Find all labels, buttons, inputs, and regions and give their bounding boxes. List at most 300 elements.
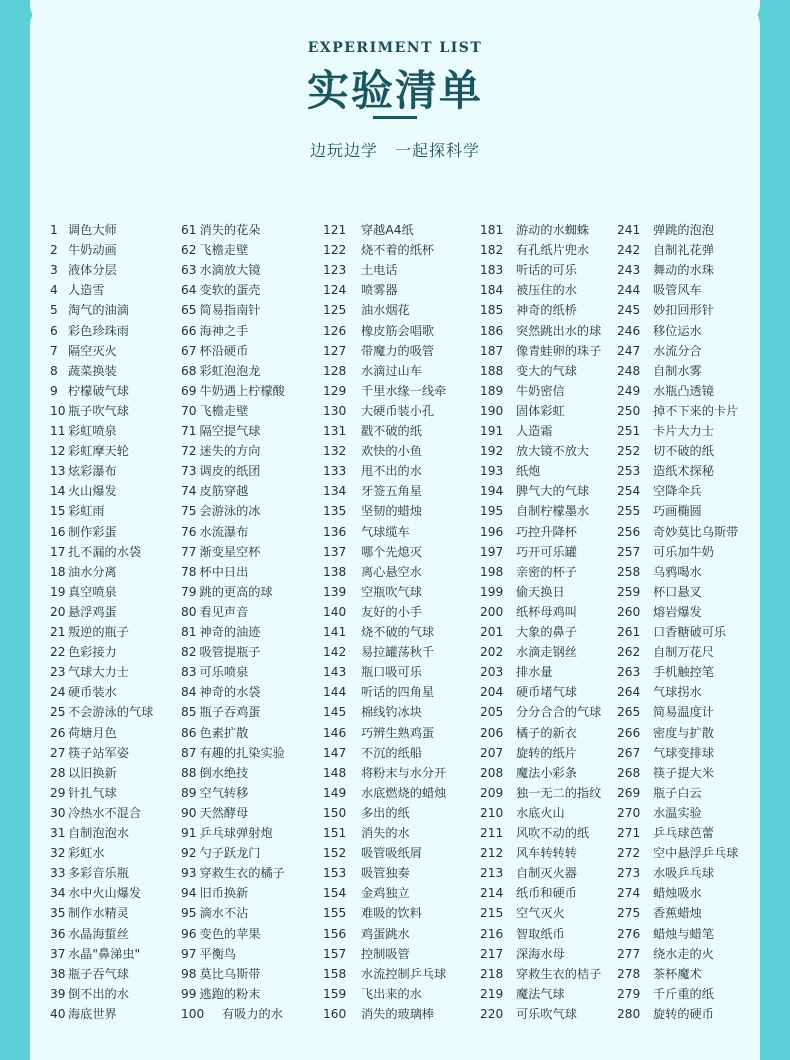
experiment-item (50, 522, 117, 542)
experiment-number: 20 (50, 604, 66, 619)
experiment-label: 奇妙莫比乌斯带 (653, 524, 739, 539)
experiment-number: 153 (323, 866, 347, 881)
experiment-label: 分分合合的气球 (516, 705, 602, 720)
experiment-label: 倒水绝技 (199, 765, 249, 780)
experiment-label: 橡皮筋会唱歌 (361, 323, 435, 338)
experiment-item (181, 522, 248, 542)
experiment-item (480, 883, 577, 903)
experiment-label: 简易温度计 (653, 705, 714, 720)
experiment-number: 24 (50, 685, 66, 700)
experiment-label: 不会游泳的气球 (68, 705, 154, 720)
experiment-label: 纸炮 (516, 464, 541, 479)
experiment-label: 海神之手 (199, 323, 249, 338)
experiment-label: 魔法小彩条 (516, 765, 577, 780)
experiment-item (50, 903, 129, 923)
experiment-number: 214 (480, 886, 504, 901)
experiment-number: 129 (323, 383, 347, 398)
experiment-label: 气球大力士 (68, 665, 129, 680)
experiment-label: 可乐吹气球 (516, 1006, 577, 1021)
experiment-number: 183 (480, 263, 504, 278)
experiment-item (181, 341, 248, 361)
experiment-item (181, 421, 260, 441)
experiment-label: 金鸡独立 (361, 886, 410, 901)
experiment-label: 不沉的纸船 (361, 745, 422, 760)
experiment-item (50, 723, 117, 743)
experiment-number: 66 (181, 323, 197, 338)
experiment-item (323, 341, 434, 361)
experiment-number: 29 (50, 785, 66, 800)
experiment-number: 186 (480, 323, 504, 338)
experiment-number: 126 (323, 323, 347, 338)
experiment-number: 150 (323, 805, 347, 820)
experiment-item (617, 944, 714, 964)
experiment-number: 192 (480, 444, 504, 459)
experiment-label: 消失的水 (361, 826, 410, 840)
experiment-number: 38 (50, 966, 66, 981)
experiment-label: 人造霜 (516, 424, 553, 438)
experiment-number: 144 (323, 685, 347, 700)
experiment-number: 84 (181, 685, 197, 700)
experiment-label: 自制柠檬墨水 (516, 504, 590, 519)
experiment-item (480, 321, 601, 341)
experiment-label: 会游泳的冰 (199, 504, 261, 519)
experiment-item (181, 461, 260, 481)
experiment-item (323, 682, 434, 702)
experiment-number: 197 (480, 544, 504, 559)
experiment-label: 神奇的纸桥 (516, 303, 577, 318)
experiment-number: 267 (617, 745, 641, 760)
experiment-item (480, 280, 577, 300)
experiment-label: 控制吸管 (361, 946, 410, 961)
experiment-label: 瓶子吞鸡蛋 (199, 705, 261, 720)
experiment-number: 156 (323, 926, 347, 941)
experiment-number: 279 (617, 986, 641, 1001)
experiment-label: 莫比乌斯带 (199, 966, 261, 981)
experiment-label: 吸管风车 (653, 283, 702, 298)
experiment-number: 128 (323, 363, 347, 378)
experiment-item (617, 522, 738, 542)
experiment-label: 将粉末与水分开 (361, 765, 447, 780)
experiment-number: 190 (480, 403, 504, 418)
experiment-number: 194 (480, 484, 504, 499)
experiment-label: 听话的可乐 (516, 263, 577, 278)
experiment-item (50, 803, 141, 823)
experiment-item (181, 682, 260, 702)
experiment-label: 彩虹雨 (68, 504, 105, 519)
experiment-label: 有吸力的水 (222, 1006, 283, 1021)
experiment-item (617, 361, 702, 381)
experiment-number: 262 (617, 645, 641, 660)
experiment-number: 145 (323, 705, 347, 720)
experiment-columns (0, 220, 790, 1024)
experiment-number: 132 (323, 444, 347, 459)
experiment-number: 69 (181, 383, 197, 398)
experiment-item (323, 300, 410, 320)
experiment-number: 265 (617, 705, 641, 720)
experiment-label: 扎不漏的水袋 (68, 544, 142, 559)
experiment-label: 跳的更高的球 (199, 584, 273, 599)
experiment-label: 淘气的油滴 (68, 303, 129, 318)
experiment-number: 26 (50, 725, 66, 740)
experiment-item (480, 944, 565, 964)
experiment-number: 263 (617, 665, 641, 680)
experiment-number: 80 (181, 604, 197, 619)
experiment-item (323, 562, 422, 582)
experiment-label: 蔬菜换装 (68, 363, 117, 378)
experiment-item (480, 924, 565, 944)
experiment-item (617, 723, 714, 743)
experiment-number: 268 (617, 765, 641, 780)
experiment-number: 211 (480, 826, 504, 840)
experiment-item (50, 461, 117, 481)
experiment-number: 146 (323, 725, 347, 740)
experiment-label: 茶杯魔术 (653, 966, 702, 981)
experiment-item (50, 944, 140, 964)
experiment-label: 巧控升降杯 (516, 524, 577, 539)
experiment-item (50, 501, 105, 521)
experiment-item (50, 582, 117, 602)
experiment-number: 1 (50, 223, 58, 237)
experiment-item (617, 803, 702, 823)
experiment-item (323, 883, 410, 903)
experiment-item (323, 743, 422, 763)
experiment-label: 水滴过山车 (361, 363, 422, 378)
experiment-number: 196 (480, 524, 504, 539)
experiment-number: 280 (617, 1006, 641, 1021)
experiment-label: 隔空灭火 (68, 343, 117, 358)
experiment-item (617, 843, 738, 863)
experiment-item (50, 602, 117, 622)
experiment-label: 彩虹泡泡龙 (199, 363, 261, 378)
experiment-label: 多出的纸 (361, 805, 410, 820)
experiment-number: 160 (323, 1006, 347, 1021)
experiment-item (480, 1004, 577, 1024)
experiment-number: 241 (617, 223, 641, 237)
experiment-number: 15 (50, 504, 66, 519)
experiment-item (323, 1004, 434, 1024)
experiment-label: 海底世界 (68, 1006, 117, 1021)
experiment-item (480, 662, 553, 682)
experiment-item (181, 280, 260, 300)
experiment-item (181, 702, 260, 722)
experiment-item (323, 582, 422, 602)
tagline: 边玩边学 一起探科学 (309, 141, 480, 160)
experiment-label: 水流瀑布 (199, 524, 249, 539)
experiment-number: 127 (323, 343, 347, 358)
page-title: 实验清单 (306, 66, 483, 115)
experiment-item (323, 763, 446, 783)
experiment-label: 烧不着的纸杯 (361, 243, 435, 258)
experiment-item (181, 1004, 283, 1024)
experiment-number: 191 (480, 424, 504, 438)
experiment-number: 99 (181, 986, 197, 1001)
experiment-item (617, 260, 714, 280)
experiment-label: 平衡鸟 (199, 946, 237, 961)
experiment-label: 逃跑的粉末 (199, 986, 261, 1001)
experiment-label: 旋转的硬币 (653, 1006, 714, 1021)
experiment-item (181, 843, 260, 863)
experiment-label: 千里水缘一线牵 (361, 383, 447, 398)
experiment-item (617, 924, 714, 944)
experiment-item (480, 642, 577, 662)
experiment-item (323, 622, 434, 642)
experiment-label: 空中悬浮乒乓球 (653, 846, 739, 861)
experiment-number: 198 (480, 564, 504, 579)
experiment-number: 92 (181, 846, 197, 861)
experiment-number: 98 (181, 966, 197, 981)
experiment-item (50, 763, 117, 783)
experiment-number: 85 (181, 705, 197, 720)
experiment-item (323, 903, 422, 923)
experiment-number: 123 (323, 263, 347, 278)
experiment-label: 水底燃烧的蜡烛 (361, 785, 447, 800)
experiment-number: 200 (480, 604, 504, 619)
experiment-label: 卡片大力士 (653, 424, 714, 438)
experiment-item (480, 783, 601, 803)
experiment-item (617, 622, 726, 642)
experiment-label: 空气灭火 (516, 906, 565, 921)
experiment-item (480, 682, 577, 702)
experiment-number: 17 (50, 544, 66, 559)
experiment-item (480, 220, 589, 240)
experiment-label: 排水量 (516, 665, 553, 680)
experiment-item (181, 300, 260, 320)
experiment-number: 252 (617, 444, 641, 459)
experiment-number: 257 (617, 544, 641, 559)
experiment-label: 鸡蛋跳水 (361, 926, 410, 941)
experiment-item (617, 602, 702, 622)
experiment-label: 土电话 (361, 263, 398, 278)
experiment-item (480, 381, 565, 401)
experiment-label: 筷子站军姿 (68, 745, 129, 760)
experiment-number: 28 (50, 765, 66, 780)
experiment-item (323, 863, 410, 883)
experiment-item (617, 240, 714, 260)
experiment-label: 旧币换新 (199, 886, 249, 901)
experiment-label: 水温实验 (653, 805, 702, 820)
experiment-label: 水流控制乒乓球 (361, 966, 447, 981)
experiment-number: 16 (50, 524, 66, 539)
experiment-label: 千斤重的纸 (653, 986, 714, 1001)
experiment-number: 195 (480, 504, 504, 519)
experiment-number: 2 (50, 243, 58, 258)
experiment-label: 空降伞兵 (653, 484, 702, 499)
experiment-label: 穿越A4纸 (361, 223, 414, 237)
experiment-label: 风吹不动的纸 (516, 826, 590, 840)
experiment-number: 23 (50, 665, 66, 680)
experiment-label: 牙签五角星 (361, 484, 422, 499)
experiment-item (181, 501, 260, 521)
experiment-label: 制作彩蛋 (68, 524, 117, 539)
experiment-number: 213 (480, 866, 504, 881)
experiment-number: 8 (50, 363, 58, 378)
experiment-item (617, 481, 702, 501)
experiment-number: 270 (617, 805, 641, 820)
experiment-label: 密度与扩散 (653, 725, 714, 740)
experiment-label: 飞檐走壁 (199, 243, 249, 258)
experiment-label: 绕水走的火 (653, 946, 714, 961)
experiment-number: 139 (323, 584, 347, 599)
experiment-item (181, 562, 248, 582)
experiment-label: 荷塘月色 (68, 725, 117, 740)
experiment-number: 243 (617, 263, 641, 278)
experiment-number: 40 (50, 1006, 66, 1021)
experiment-item (480, 562, 577, 582)
experiment-item (50, 863, 129, 883)
experiment-item (323, 843, 422, 863)
experiment-item (617, 381, 714, 401)
experiment-item (181, 823, 273, 843)
experiment-number: 121 (323, 223, 347, 237)
experiment-number: 148 (323, 765, 347, 780)
experiment-item (617, 300, 714, 320)
experiment-label: 带魔力的吸管 (361, 343, 435, 358)
experiment-item (480, 743, 577, 763)
experiment-item (181, 361, 260, 381)
experiment-number: 155 (323, 906, 347, 921)
experiment-number: 81 (181, 625, 197, 639)
experiment-item (50, 421, 117, 441)
experiment-label: 喷雾器 (361, 283, 398, 298)
experiment-item (323, 542, 422, 562)
experiment-label: 手机触控笔 (653, 665, 714, 680)
experiment-number: 96 (181, 926, 197, 941)
experiment-item (323, 260, 398, 280)
experiment-label: 水滴放大镜 (199, 263, 261, 278)
experiment-item (617, 662, 714, 682)
experiment-item (480, 702, 601, 722)
experiment-number: 250 (617, 403, 641, 418)
experiment-item (50, 662, 129, 682)
experiment-number: 203 (480, 665, 504, 680)
experiment-number: 37 (50, 946, 66, 961)
experiment-number: 89 (181, 785, 197, 800)
experiment-number: 255 (617, 504, 641, 519)
experiment-label: 大硬币装小孔 (361, 403, 435, 418)
experiment-label: 自制礼花弹 (653, 243, 714, 258)
experiment-number: 94 (181, 886, 197, 901)
experiment-label: 迷失的方向 (199, 444, 261, 459)
experiment-label: 蜡烛吸水 (653, 886, 702, 901)
experiment-number: 14 (50, 484, 66, 499)
experiment-item (50, 843, 105, 863)
experiment-item (617, 984, 714, 1004)
experiment-number: 207 (480, 745, 504, 760)
experiment-label: 橘子的新衣 (516, 725, 577, 740)
experiment-item (50, 361, 117, 381)
experiment-number: 122 (323, 243, 347, 258)
experiment-item (181, 783, 248, 803)
experiment-number: 217 (480, 946, 504, 961)
experiment-label: 自制水雾 (653, 363, 702, 378)
experiment-label: 冷热水不混合 (68, 805, 142, 820)
experiment-number: 63 (181, 263, 197, 278)
experiment-label: 自制泡泡水 (68, 826, 129, 840)
experiment-label: 气球缆车 (361, 524, 410, 539)
experiment-number: 212 (480, 846, 504, 861)
experiment-item (480, 260, 577, 280)
experiment-number: 157 (323, 946, 347, 961)
experiment-label: 变色的苹果 (199, 926, 261, 941)
experiment-label: 变大的气球 (516, 363, 577, 378)
experiment-number: 68 (181, 363, 197, 378)
experiment-item (480, 843, 577, 863)
experiment-label: 针扎气球 (68, 785, 117, 800)
experiment-number: 74 (181, 484, 197, 499)
experiment-number: 70 (181, 403, 197, 418)
experiment-item (50, 682, 117, 702)
experiment-item (50, 743, 129, 763)
experiment-number: 205 (480, 705, 504, 720)
experiment-number: 276 (617, 926, 641, 941)
experiment-number: 136 (323, 524, 347, 539)
experiment-label: 彩虹水 (68, 846, 105, 861)
experiment-number: 251 (617, 424, 641, 438)
experiment-number: 278 (617, 966, 641, 981)
experiment-label: 硬币堵气球 (516, 685, 577, 700)
experiment-label: 易拉罐荡秋千 (361, 645, 435, 660)
experiment-item (181, 662, 248, 682)
experiment-number: 277 (617, 946, 641, 961)
experiment-label: 炫彩瀑布 (68, 464, 117, 479)
experiment-label: 戳不破的纸 (361, 424, 422, 438)
experiment-item (181, 723, 248, 743)
experiment-number: 275 (617, 906, 641, 921)
experiment-number: 184 (480, 283, 504, 298)
experiment-number: 258 (617, 564, 641, 579)
experiment-item (323, 642, 434, 662)
experiment-item (181, 984, 260, 1004)
experiment-number: 71 (181, 424, 197, 438)
experiment-item (181, 321, 248, 341)
experiment-number: 158 (323, 966, 347, 981)
experiment-number: 208 (480, 765, 504, 780)
experiment-number: 271 (617, 826, 641, 840)
experiment-label: 偷天换日 (516, 584, 565, 599)
experiment-label: 自制万花尺 (653, 645, 714, 660)
experiment-item (181, 240, 248, 260)
experiment-label: 油水分离 (68, 564, 117, 579)
experiment-label: 杯口悬叉 (653, 584, 702, 599)
experiment-label: 可乐喷泉 (199, 665, 249, 680)
experiment-item (617, 863, 714, 883)
experiment-number: 6 (50, 323, 58, 338)
experiment-number: 244 (617, 283, 641, 298)
experiment-item (50, 823, 129, 843)
experiment-number: 201 (480, 625, 504, 639)
experiment-item (50, 260, 117, 280)
experiment-label: 巧辨生熟鸡蛋 (361, 725, 435, 740)
experiment-item (323, 924, 410, 944)
experiment-number: 152 (323, 846, 347, 861)
experiment-item (480, 441, 589, 461)
experiment-number: 78 (181, 564, 197, 579)
experiment-label: 牛奶密信 (516, 383, 565, 398)
experiment-item (617, 702, 714, 722)
experiment-item (617, 321, 702, 341)
experiment-number: 259 (617, 584, 641, 599)
experiment-item (50, 300, 129, 320)
experiment-number: 34 (50, 886, 66, 901)
experiment-item (323, 441, 422, 461)
experiment-label: 香蕉蜡烛 (653, 906, 702, 921)
experiment-item (50, 964, 129, 984)
experiment-item (323, 964, 446, 984)
experiment-number: 249 (617, 383, 641, 398)
experiment-number: 33 (50, 866, 66, 881)
experiment-label: 彩虹摩天轮 (68, 444, 129, 459)
experiment-label: 像青蛙卵的珠子 (516, 343, 602, 358)
